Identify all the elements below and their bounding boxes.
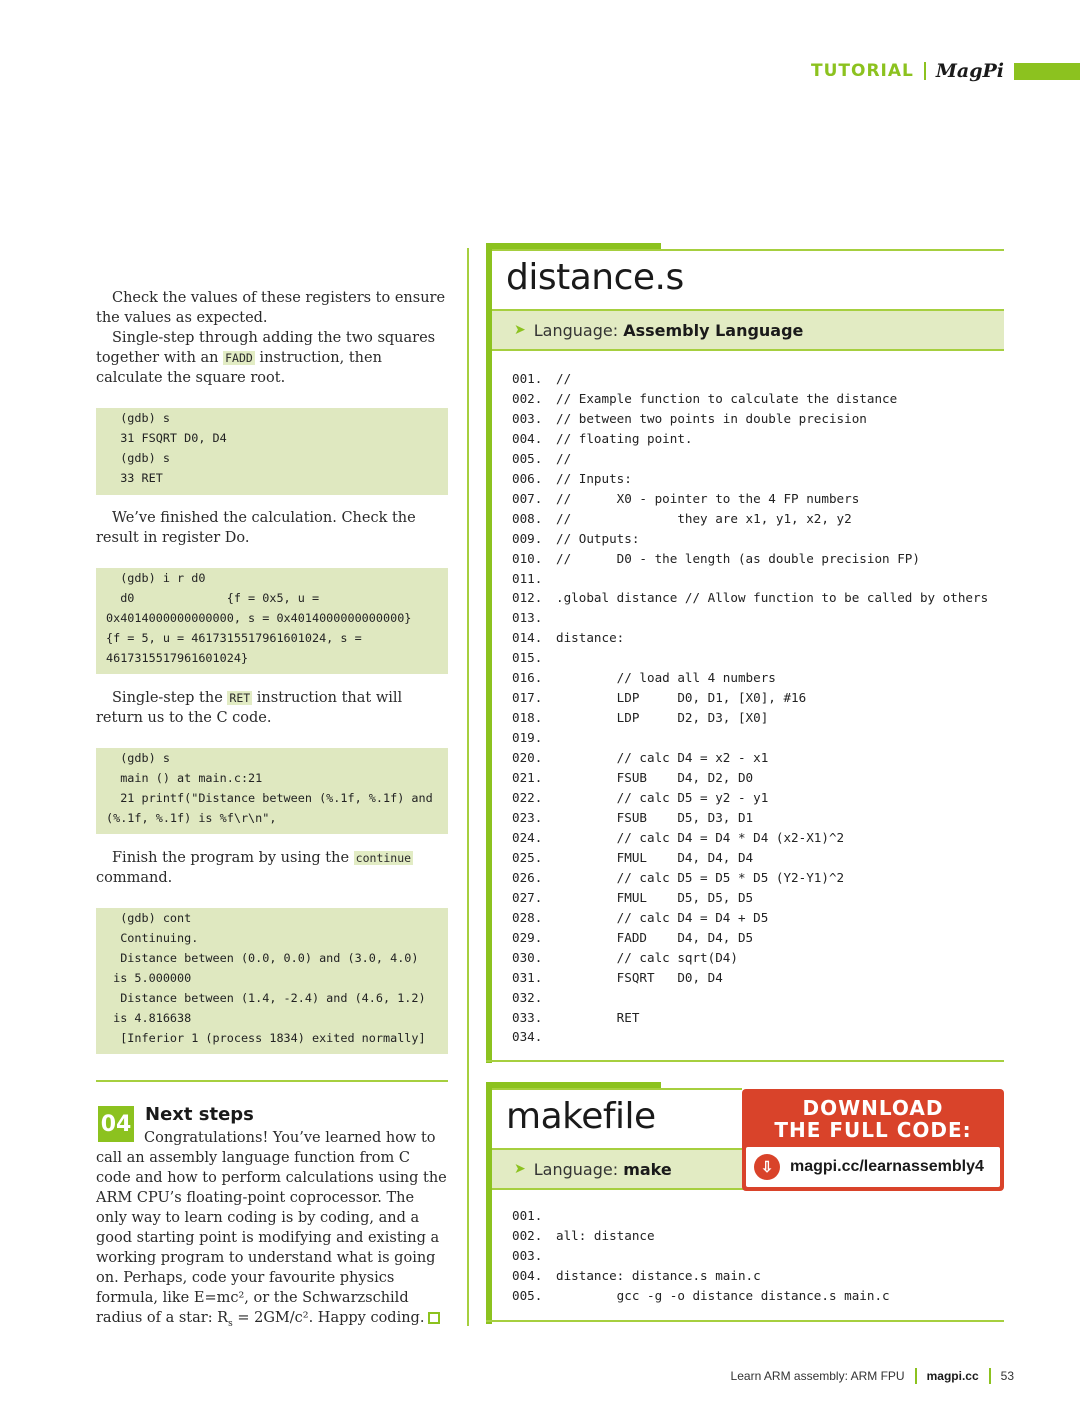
code-text: .global distance // Allow function to be called by others <box>556 590 989 606</box>
code-text: FSUB D4, D2, D0 <box>556 770 754 786</box>
panel-top-rule <box>486 249 1004 251</box>
end-mark-icon <box>428 1312 440 1324</box>
code-text: // calc D5 = D5 * D5 (Y2-Y1)^2 <box>556 869 845 885</box>
code-text: FSQRT D0, D4 <box>556 969 723 985</box>
code-line <box>512 688 988 708</box>
code-text: // calc sqrt(D4) <box>556 949 738 965</box>
line-number: 026. <box>512 869 543 885</box>
code-line <box>512 449 988 469</box>
gdb-line: 21 printf("Distance between (%.1f, %.1f) and <box>106 791 433 805</box>
code-text: RET <box>556 1009 640 1025</box>
code-line <box>512 588 988 608</box>
panel-bottom-rule <box>486 1320 1004 1322</box>
code-line <box>512 509 988 529</box>
line-number: 017. <box>512 690 543 706</box>
code-line <box>512 948 988 968</box>
step-heading: Next steps <box>145 1104 254 1125</box>
panel-top-rule <box>486 1088 742 1090</box>
code-line <box>512 1246 890 1266</box>
gdb-line: (gdb) i r d0 <box>106 571 206 585</box>
line-number: 028. <box>512 909 543 925</box>
gdb-line: 31 FSQRT D0, D4 <box>106 431 227 445</box>
gdb-line: (gdb) s <box>106 411 170 425</box>
paragraph-finish-program: Finish the program by using the continue command. <box>96 850 412 886</box>
paragraph-check-registers: Check the values of these registers to ensure the values as expected. Single-step through adding the two squares together with an FADD instruction, then calculate the square root. <box>96 290 446 386</box>
code-text: // calc D4 = D4 * D4 (x2-X1)^2 <box>556 829 845 845</box>
code-line <box>512 828 988 848</box>
gdb-line: Continuing. <box>106 931 199 945</box>
code-line <box>512 988 988 1008</box>
code-line <box>512 1008 988 1028</box>
code-panel-title: makefile <box>506 1096 656 1137</box>
code-text: FMUL D5, D5, D5 <box>556 889 754 905</box>
gdb-line: (gdb) s <box>106 451 170 465</box>
line-number: 022. <box>512 790 543 806</box>
code-text: // <box>556 450 572 466</box>
code-text: // <box>556 371 572 386</box>
code-text: // load all 4 numbers <box>556 670 776 686</box>
line-number: 021. <box>512 770 543 786</box>
line-number: 006. <box>512 470 543 486</box>
paragraph-single-step-ret: Single-step the RET instruction that will return us to the C code. <box>96 690 403 726</box>
line-number: 030. <box>512 949 543 965</box>
language-value: Assembly Language <box>623 320 804 340</box>
gdb-line: main () at main.c:21 <box>106 771 263 785</box>
magazine-logo: MagPi <box>935 60 1004 82</box>
language-bar: ➤ Language: make <box>492 1148 746 1190</box>
step-number-badge: 04 <box>98 1106 134 1142</box>
line-number: 009. <box>512 530 543 546</box>
code-line <box>512 928 988 948</box>
chevron-right-icon: ➤ <box>514 1161 526 1177</box>
code-line <box>512 529 988 549</box>
footer-divider <box>915 1368 917 1384</box>
code-line <box>512 489 988 509</box>
code-text: FMUL D4, D4, D4 <box>556 849 754 865</box>
gdb-output-2 <box>96 568 448 674</box>
gdb-line: d0 {f = 0x5, u = <box>106 591 320 605</box>
line-number: 027. <box>512 889 543 905</box>
code-line <box>512 808 988 828</box>
code-line <box>512 469 988 489</box>
code-line <box>512 549 988 569</box>
gdb-line: is 5.000000 <box>106 971 192 985</box>
code-line <box>512 389 988 409</box>
code-line <box>512 968 988 988</box>
language-value: make <box>623 1159 672 1179</box>
code-text: LDP D2, D3, [X0] <box>556 710 769 726</box>
line-number: 012. <box>512 590 543 606</box>
line-number: 020. <box>512 750 543 766</box>
code-text: // floating point. <box>556 430 693 446</box>
code-listing <box>512 369 988 1047</box>
code-line <box>512 628 988 648</box>
code-line <box>512 369 988 389</box>
code-text: LDP D0, D1, [X0], #16 <box>556 690 807 706</box>
code-line <box>512 768 988 788</box>
line-number: 007. <box>512 490 543 506</box>
panel-left-accent <box>486 1082 492 1324</box>
code-line <box>512 608 988 628</box>
footer-divider <box>989 1368 991 1384</box>
line-number: 002. <box>512 1227 543 1243</box>
code-text: // X0 - pointer to the 4 FP numbers <box>556 490 860 506</box>
line-number: 015. <box>512 650 543 666</box>
section-divider <box>96 1080 448 1082</box>
inline-code-continue: continue <box>355 851 412 865</box>
page-footer <box>731 1368 1014 1384</box>
header-divider <box>924 62 926 80</box>
line-number: 019. <box>512 730 543 746</box>
gdb-line: (%.1f, %.1f) is %f\r\n", <box>106 811 277 825</box>
download-icon: ⇩ <box>754 1154 780 1180</box>
code-text: distance: distance.s main.c <box>556 1267 761 1283</box>
code-line <box>512 868 988 888</box>
line-number: 005. <box>512 450 543 466</box>
gdb-line: {f = 5, u = 4617315517961601024, s = <box>106 631 362 645</box>
gdb-line: 0x4014000000000000, s = 0x4014000000000000} <box>106 611 412 625</box>
download-heading: DOWNLOAD THE FULL CODE: <box>774 1096 972 1142</box>
code-text: FSUB D5, D3, D1 <box>556 809 754 825</box>
code-text: // Inputs: <box>556 470 632 486</box>
code-text: // they are x1, y1, x2, y2 <box>556 510 852 526</box>
line-number: 034. <box>512 1029 543 1045</box>
language-bar: ➤ Language: Assembly Language <box>492 309 1004 351</box>
line-number: 001. <box>512 371 543 386</box>
gdb-line: [Inferior 1 (process 1834) exited normally] <box>106 1031 426 1045</box>
footer-site[interactable]: magpi.cc <box>926 1369 979 1383</box>
section-label: TUTORIAL <box>811 61 914 81</box>
page-number: 53 <box>1000 1369 1014 1383</box>
gdb-line: is 4.816638 <box>106 1011 192 1025</box>
column-divider <box>467 248 469 1326</box>
line-number: 024. <box>512 829 543 845</box>
gdb-line: Distance between (1.4, -2.4) and (4.6, 1.2) <box>106 991 426 1005</box>
code-line <box>512 668 988 688</box>
code-text: distance: <box>556 630 625 646</box>
line-number: 018. <box>512 710 543 726</box>
inline-code-ret: RET <box>229 691 251 705</box>
line-number: 023. <box>512 809 543 825</box>
gdb-output-3 <box>96 748 448 834</box>
code-line <box>512 728 988 748</box>
line-number: 025. <box>512 849 543 865</box>
code-text: // between two points in double precision <box>556 410 867 426</box>
paragraph-next-steps: Congratulations! You’ve learned how to call an assembly language function from C code and how to perform calculations using the ARM CPU’s floating-point coprocessor. The only way to learn coding is by coding, and a good starting point is modifying and existing a working program to understand what is going on. Perhaps, code your favourite physics formula, like E=mc², or the Schwarzschild radius of a star: $R_s = 2GM/c^2$. Happy coding. <box>96 1130 447 1329</box>
code-line <box>512 748 988 768</box>
download-url[interactable]: magpi.cc/learnassembly4 <box>790 1158 984 1175</box>
line-number: 031. <box>512 969 543 985</box>
code-text: // calc D4 = D4 + D5 <box>556 909 769 925</box>
line-number: 016. <box>512 670 543 686</box>
code-line <box>512 1266 890 1286</box>
line-number: 014. <box>512 630 543 646</box>
panel-left-accent <box>486 243 492 1063</box>
line-number: 013. <box>512 610 543 626</box>
code-text: all: distance <box>556 1227 655 1243</box>
inline-code-fadd: FADD <box>225 351 253 365</box>
line-number: 029. <box>512 929 543 945</box>
code-panel-distance <box>486 243 1004 1063</box>
code-line <box>512 788 988 808</box>
code-line <box>512 908 988 928</box>
code-line <box>512 429 988 449</box>
line-number: 011. <box>512 570 543 586</box>
gdb-line: (gdb) cont <box>106 911 192 925</box>
header-accent-bar <box>1014 63 1080 80</box>
code-text: // calc D4 = x2 - x1 <box>556 750 769 766</box>
line-number: 003. <box>512 410 543 426</box>
download-link[interactable] <box>746 1147 1000 1187</box>
gdb-line: 4617315517961601024} <box>106 651 249 665</box>
code-line <box>512 648 988 668</box>
code-text: gcc -g -o distance distance.s main.c <box>556 1287 890 1303</box>
line-number: 002. <box>512 390 543 406</box>
paragraph-finished-calc: We’ve finished the calculation. Check the result in register Do. <box>96 510 416 546</box>
gdb-line: Distance between (0.0, 0.0) and (3.0, 4.0) <box>106 951 419 965</box>
page-header <box>811 58 1080 84</box>
code-line <box>512 848 988 868</box>
code-text: // D0 - the length (as double precision FP) <box>556 550 920 566</box>
code-text: // Outputs: <box>556 530 640 546</box>
line-number: 010. <box>512 550 543 566</box>
chevron-right-icon: ➤ <box>514 322 526 338</box>
line-number: 033. <box>512 1009 543 1025</box>
line-number: 005. <box>512 1287 543 1303</box>
code-line <box>512 1206 890 1226</box>
gdb-output-1 <box>96 408 448 495</box>
line-number: 004. <box>512 430 543 446</box>
line-number: 004. <box>512 1267 543 1283</box>
code-line <box>512 409 988 429</box>
line-number: 032. <box>512 989 543 1005</box>
code-text: // Example function to calculate the distance <box>556 390 898 406</box>
code-text: FADD D4, D4, D5 <box>556 929 754 945</box>
code-line <box>512 888 988 908</box>
code-line <box>512 708 988 728</box>
gdb-line: 33 RET <box>106 471 163 485</box>
download-box[interactable] <box>742 1089 1004 1191</box>
code-line <box>512 1286 890 1306</box>
code-text: // calc D5 = y2 - y1 <box>556 790 769 806</box>
gdb-output-4 <box>96 908 448 1054</box>
line-number: 001. <box>512 1208 543 1223</box>
line-number: 003. <box>512 1247 543 1263</box>
code-line <box>512 1226 890 1246</box>
panel-bottom-rule <box>486 1060 1004 1062</box>
code-panel-title: distance.s <box>506 257 684 298</box>
line-number: 008. <box>512 510 543 526</box>
footer-article-title: Learn ARM assembly: ARM FPU <box>730 1369 905 1383</box>
code-line <box>512 569 988 589</box>
code-listing <box>512 1206 890 1306</box>
gdb-line: (gdb) s <box>106 751 170 765</box>
code-line <box>512 1027 988 1047</box>
